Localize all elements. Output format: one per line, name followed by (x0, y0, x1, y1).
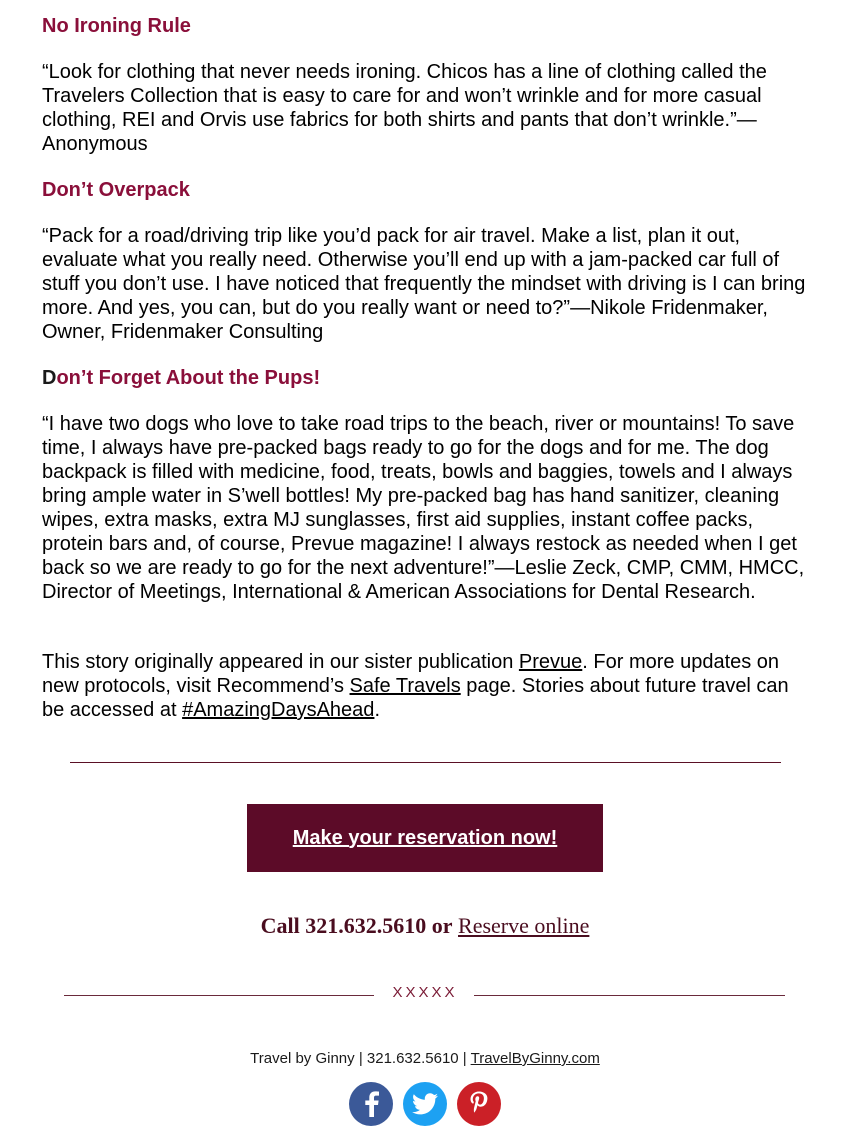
heading-text: on’t Forget About the Pups! (56, 367, 321, 389)
closing-text: . (374, 699, 380, 721)
prevue-link[interactable]: Prevue (518, 651, 583, 673)
section-heading-overpack (42, 178, 190, 202)
facebook-icon[interactable] (349, 1082, 393, 1126)
footer-text: Travel by Ginny | 321.632.5610 | (250, 1050, 471, 1067)
heading-initial: D (42, 367, 57, 389)
reservation-button[interactable] (247, 804, 603, 872)
section-body-pups: “I have two dogs who love to take road trips to the beach, river or mountains! To save time, I always have pre-packed bags ready to go for the dogs and for me. The dog backpack is filled with medicine, food, treats, bowls and baggies, towels and I always bring ample water in S’well bottles! My pre-packed bag has hand sanitizer, cleaning wipes, extra masks, extra MJ sunglasses, first aid supplies, instant coffee packs, protein bars and, of course, Prevue magazine! I always restock as needed when I get back so we are ready to go for the next adventure!”—Leslie Zeck, CMP, CMM, HMCC, Director of Meetings, International & American Associations for Dental Research. (42, 413, 805, 603)
reserve-online-link[interactable]: Reserve online (458, 913, 590, 938)
safe-travels-link[interactable]: Safe Travels (349, 675, 461, 697)
pinterest-glyph (469, 1091, 489, 1117)
twitter-glyph (412, 1093, 438, 1115)
social-links (0, 1082, 850, 1126)
heading-text: on’t Overpack (56, 179, 190, 201)
facebook-glyph (361, 1091, 381, 1117)
pinterest-icon[interactable] (457, 1082, 501, 1126)
website-link[interactable]: TravelByGinny.com (470, 1050, 600, 1067)
closing-paragraph (42, 650, 812, 722)
footer (0, 1050, 850, 1067)
closing-text: This story originally appeared in our sister publication (42, 651, 519, 673)
reservation-button-label[interactable]: Make your reservation now! (292, 826, 558, 849)
heading-initial: D (42, 179, 57, 201)
section-divider (70, 762, 781, 763)
heading-initial: N (42, 15, 57, 37)
section-body-ironing: “Look for clothing that never needs ironing. Chicos has a line of clothing called the Travelers Collection that is easy to care for and won’t wrinkle and for more casual clothing, REI and Orvis use fabrics for both shirts and pants that don’t wrinkle.”—Anonymous (42, 61, 767, 155)
call-line (0, 913, 850, 939)
divider-ornament: XXXXX (392, 984, 458, 1001)
twitter-icon[interactable] (403, 1082, 447, 1126)
amazing-days-ahead-link[interactable]: #AmazingDaysAhead (182, 699, 375, 721)
call-text: Call 321.632.5610 or (260, 913, 453, 938)
section-heading-pups (42, 366, 320, 390)
section-heading-ironing (42, 14, 191, 38)
closing-text: . For more updates on new protocols, visit Recommend’s (42, 651, 780, 697)
section-body-overpack: “Pack for a road/driving trip like you’d pack for air travel. Make a list, plan it out, evaluate what you really need. Otherwise you’ll end up with a jam-packed car full of stuff you don’t use. I have noticed that frequently the mindset with driving is I can bring more. And yes, you can, but do you really want or need to?”—Nikole Fridenmaker, Owner, Fridenmaker Consulting (42, 225, 806, 343)
closing-text: page. Stories about future travel can be accessed at (42, 675, 789, 721)
divider-line-right (474, 995, 785, 996)
heading-text: o Ironing Rule (56, 15, 191, 37)
